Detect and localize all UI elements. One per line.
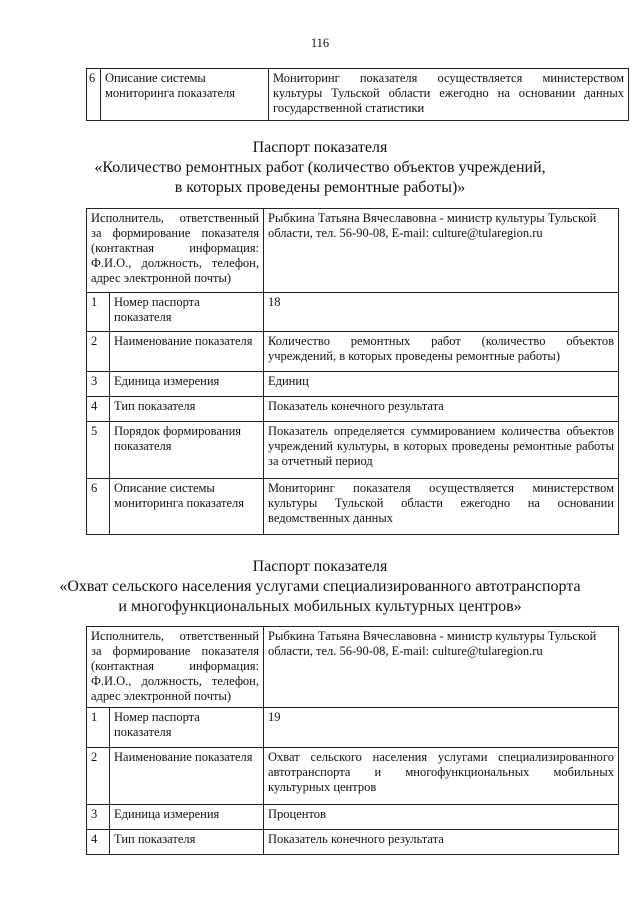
table-row — [87, 397, 619, 422]
executor-label: Исполнитель, ответственный за формирование показателя (контактная информация: Ф.И.О., должность, телефон, адрес электронной почты) — [87, 209, 264, 293]
page-number: 116 — [310, 36, 330, 50]
row-value: Единиц — [264, 372, 619, 397]
row-label: Порядок формирования показателя — [110, 422, 264, 479]
passport-1-title — [0, 138, 640, 198]
row-number: 6 — [87, 69, 101, 121]
top-continuation-table — [86, 68, 629, 121]
row-number: 4 — [87, 397, 110, 422]
row-label: Тип показателя — [110, 830, 264, 855]
executor-value: Рыбкина Татьяна Вячеславовна - министр культуры Тульской области, тел. 56-90-08, E-mail: culture@tularegion.ru — [264, 209, 619, 293]
row-number: 1 — [87, 293, 110, 332]
row-label: Наименование показателя — [110, 748, 264, 805]
row-number: 3 — [87, 805, 110, 830]
row-value: Показатель определяется суммированием количества объектов учреждений культуры, в которых проведены ремонтные работы за отчетный период — [264, 422, 619, 479]
passport-1-table — [86, 208, 619, 535]
table-row — [87, 69, 629, 121]
row-number: 3 — [87, 372, 110, 397]
passport-1-heading: Паспорт показателя — [252, 139, 388, 156]
table-row — [87, 372, 619, 397]
row-value: Процентов — [264, 805, 619, 830]
row-label: Наименование показателя — [110, 332, 264, 372]
table-row — [87, 332, 619, 372]
row-number: 1 — [87, 708, 110, 748]
row-label: Единица измерения — [110, 805, 264, 830]
row-value: Охват сельского населения услугами специализированного автотранспорта и многофункциональных мобильных культурных центров — [264, 748, 619, 805]
table-row — [87, 293, 619, 332]
passport-2-title-line-2: и многофункциональных мобильных культурных центров» — [118, 598, 522, 615]
row-value: Количество ремонтных работ (количество объектов учреждений, в которых проведены ремонтные работы) — [264, 332, 619, 372]
table-row — [87, 748, 619, 805]
table-row — [87, 805, 619, 830]
row-value: Показатель конечного результата — [264, 397, 619, 422]
row-value: Мониторинг показателя осуществляется министерством культуры Тульской области ежегодно на основании данных государственной статистики — [269, 69, 629, 121]
row-number: 5 — [87, 422, 110, 479]
row-label: Номер паспорта показателя — [110, 708, 264, 748]
row-number: 6 — [87, 479, 110, 535]
row-value: 19 — [264, 708, 619, 748]
row-label: Номер паспорта показателя — [110, 293, 264, 332]
passport-1-title-line-1: «Количество ремонтных работ (количество объектов учреждений, — [94, 159, 546, 176]
passport-2-heading: Паспорт показателя — [252, 558, 388, 575]
row-value: Показатель конечного результата — [264, 830, 619, 855]
executor-row — [87, 627, 619, 708]
passport-2-title-line-1: «Охват сельского населения услугами специализированного автотранспорта — [59, 578, 581, 595]
row-value: Мониторинг показателя осуществляется министерством культуры Тульской области ежегодно на основании ведомственных данных — [264, 479, 619, 535]
row-label: Описание системы мониторинга показателя — [110, 479, 264, 535]
executor-value: Рыбкина Татьяна Вячеславовна - министр культуры Тульской области, тел. 56-90-08, E-mail: culture@tularegion.ru — [264, 627, 619, 708]
executor-row — [87, 209, 619, 293]
table-row — [87, 479, 619, 535]
row-number: 2 — [87, 748, 110, 805]
passport-2-title — [0, 557, 640, 617]
row-label: Описание системы мониторинга показателя — [101, 69, 269, 121]
row-label: Тип показателя — [110, 397, 264, 422]
passport-2-table — [86, 626, 619, 855]
executor-label: Исполнитель, ответственный за формирование показателя (контактная информация: Ф.И.О., должность, телефон, адрес электронной почты) — [87, 627, 264, 708]
table-row — [87, 708, 619, 748]
passport-1-title-line-2: в которых проведены ремонтные работы)» — [174, 179, 466, 196]
row-value: 18 — [264, 293, 619, 332]
row-number: 2 — [87, 332, 110, 372]
table-row — [87, 422, 619, 479]
table-row — [87, 830, 619, 855]
row-label: Единица измерения — [110, 372, 264, 397]
row-number: 4 — [87, 830, 110, 855]
